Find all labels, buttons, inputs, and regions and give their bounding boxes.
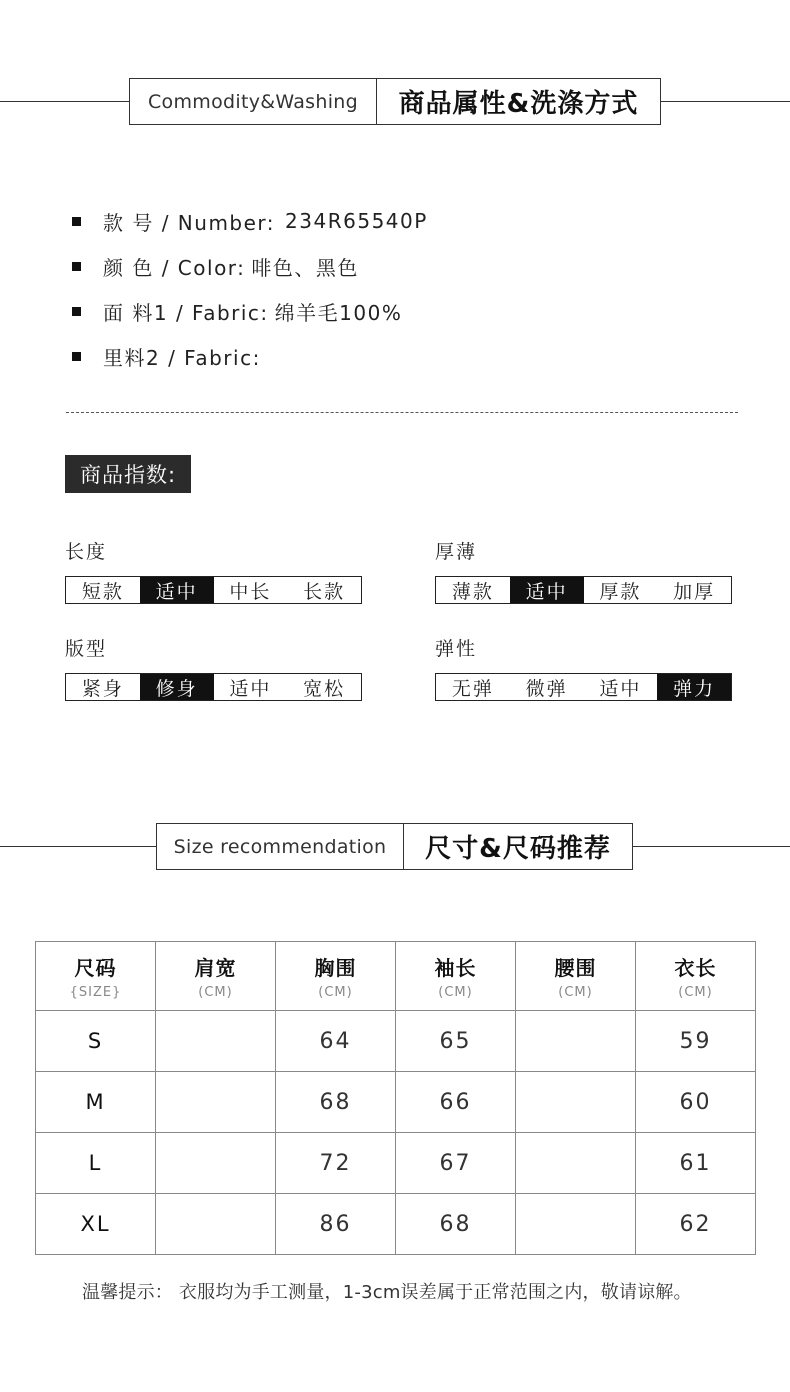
scale-option: 微弹: [525, 677, 568, 700]
table-header-cell: 袖长 (CM): [396, 942, 516, 1011]
attr-label: 款 号 / Number:: [103, 210, 276, 235]
table-cell: 67: [396, 1133, 516, 1194]
attr-label: 里料2 / Fabric:: [103, 345, 261, 370]
section-title-cn: 商品属性&洗涤方式: [398, 89, 639, 119]
header-line-right: [660, 101, 790, 102]
attr-fabric-2: [72, 341, 261, 371]
scale-option: 紧身: [81, 677, 124, 700]
table-header-cell: 尺码 {SIZE}: [36, 942, 156, 1011]
dashed-divider: [66, 412, 738, 413]
table-cell: 59: [636, 1011, 756, 1072]
scale-option: 薄款: [451, 580, 494, 603]
section-title-en: Commodity&Washing: [130, 79, 377, 124]
table-cell: [156, 1133, 276, 1194]
bullet-icon: [72, 262, 81, 271]
scale-option: 适中: [510, 577, 584, 603]
table-cell: [516, 1011, 636, 1072]
bullet-icon: [72, 352, 81, 361]
scale-option: 修身: [140, 674, 214, 700]
table-cell: [516, 1072, 636, 1133]
scale-option: 加厚: [673, 580, 716, 603]
scale-label-thickness: 厚薄: [435, 541, 478, 563]
table-cell: [156, 1194, 276, 1255]
table-cell: M: [36, 1072, 156, 1133]
table-cell: 68: [276, 1072, 396, 1133]
scale-option: 长款: [303, 580, 346, 603]
section-header-size: [156, 823, 633, 870]
scale-option: 适中: [599, 677, 642, 700]
section-title-en: Size recommendation: [157, 824, 404, 869]
attr-label: 颜 色 / Color:: [103, 255, 246, 280]
attr-fabric-1: [72, 296, 402, 326]
table-cell: 72: [276, 1133, 396, 1194]
scale-label-fit: 版型: [65, 638, 108, 660]
table-row: [36, 1133, 756, 1194]
scale-thickness: [435, 576, 732, 604]
table-cell: 62: [636, 1194, 756, 1255]
table-row: [36, 1072, 756, 1133]
attr-number: [72, 206, 428, 236]
table-cell: 64: [276, 1011, 396, 1072]
attr-value: 啡色、黑色: [251, 255, 359, 280]
table-cell: 66: [396, 1072, 516, 1133]
table-cell: 68: [396, 1194, 516, 1255]
table-cell: [516, 1133, 636, 1194]
table-header-cell: 胸围 (CM): [276, 942, 396, 1011]
scale-option: 弹力: [657, 674, 731, 700]
scale-option: 适中: [140, 577, 214, 603]
table-cell: L: [36, 1133, 156, 1194]
scale-option: 中长: [229, 580, 272, 603]
scale-option: 短款: [81, 580, 124, 603]
bullet-icon: [72, 217, 81, 226]
table-cell: [156, 1072, 276, 1133]
scale-option: 厚款: [599, 580, 642, 603]
section-title-cn: 尺寸&尺码推荐: [425, 834, 611, 864]
table-cell: 86: [276, 1194, 396, 1255]
table-cell: [156, 1011, 276, 1072]
section-header-commodity: [129, 78, 661, 125]
scale-elasticity: [435, 673, 732, 701]
table-header-cell: 肩宽 (CM): [156, 942, 276, 1011]
table-header-cell: 腰围 (CM): [516, 942, 636, 1011]
attr-value: 234R65540P: [285, 209, 428, 233]
attr-value: 绵羊毛100%: [274, 300, 403, 325]
size-table: [35, 941, 756, 1255]
table-cell: S: [36, 1011, 156, 1072]
header-line-right: [632, 846, 790, 847]
table-row: [36, 1011, 756, 1072]
measurement-tip: 温馨提示： 衣服均为手工测量，1-3cm误差属于正常范围之内，敬请谅解。: [82, 1282, 692, 1303]
table-header-cell: 衣长 (CM): [636, 942, 756, 1011]
scale-option: 宽松: [303, 677, 346, 700]
table-cell: 65: [396, 1011, 516, 1072]
scale-length: [65, 576, 362, 604]
table-cell: [516, 1194, 636, 1255]
scale-option: 适中: [229, 677, 272, 700]
attr-color: [72, 251, 359, 281]
scale-option: 无弹: [451, 677, 494, 700]
product-index-title: 商品指数:: [65, 455, 191, 493]
bullet-icon: [72, 307, 81, 316]
header-line-left: [0, 846, 157, 847]
scale-label-length: 长度: [65, 541, 108, 563]
scale-fit: [65, 673, 362, 701]
table-row: [36, 1194, 756, 1255]
table-cell: XL: [36, 1194, 156, 1255]
attr-label: 面 料1 / Fabric:: [103, 300, 269, 325]
table-cell: 61: [636, 1133, 756, 1194]
header-line-left: [0, 101, 130, 102]
table-header-row: [36, 942, 756, 1011]
table-cell: 60: [636, 1072, 756, 1133]
scale-label-elasticity: 弹性: [435, 638, 478, 660]
